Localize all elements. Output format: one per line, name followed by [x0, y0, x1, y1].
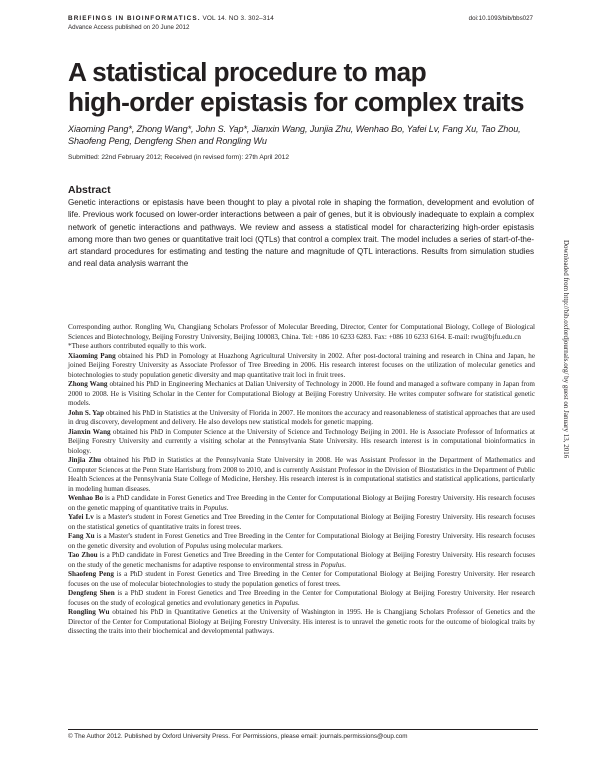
author-bio-tail: using molecular markers. — [210, 541, 283, 550]
author-bio — [68, 570, 535, 589]
author-bio-name: Wenhao Bo — [68, 494, 104, 502]
species-name: Populus — [185, 541, 209, 550]
journal-name: BRIEFINGS IN BIOINFORMATICS. — [68, 15, 201, 22]
author-bio-name: Zhong Wang — [68, 380, 108, 388]
author-bio-tail: . — [344, 560, 346, 569]
author-bio-text: obtained his PhD in Computer Science at the University of Science and Technology Beijing in 2001. He is Associate Professor of Informatics at Beijing Forestry University and currently a visiting scholar at the Pennsylvania State University. His research interest is in computational bioinformatics in biology. — [68, 427, 535, 455]
title-line-2: high-order epistasis for complex traits — [68, 86, 524, 117]
author-bio — [68, 589, 535, 608]
doi: doi:10.1093/bib/bbs027 — [468, 15, 533, 22]
abstract-text: Genetic interactions or epistasis have been thought to play a pivotal role in shaping the formation, development and evolution of life. Previous work focused on lower-order interactions between a pair of genes, but it is obviously inadequate to explain a complex network of genetic interactions and pathways. We review and assess a statistical model for characterizing high-order epistasis among more than two genes or quantitative trait loci (QTLs) that control a complex trait. The model includes a series of start-of-the-art standard procedures for estimating and testing the nature and magnitude of QTL interactions. Results from simulation studies and real data analysis warrant the — [68, 198, 534, 269]
copyright-footer: © The Author 2012. Published by Oxford University Press. For Permissions, please email: journals.permissions@oup.com — [68, 733, 408, 740]
author-bio-name: Xiaoming Pang — [68, 351, 116, 360]
author-bio — [68, 456, 535, 494]
author-bio-name: John S. Yap — [68, 408, 105, 417]
title-line-1: A statistical procedure to map — [68, 57, 427, 87]
volume-info: VOL 14. NO 3. 302–314 — [202, 15, 274, 22]
author-bio-name: Yafei Lv — [68, 513, 94, 521]
advance-access-note: Advance Access published on 20 June 2012 — [68, 24, 190, 31]
author-bio-tail: . — [297, 598, 300, 607]
author-bio — [68, 608, 535, 637]
author-notes — [68, 323, 535, 637]
author-bio-text: is a PhD candidate in Forest Genetics and Tree Breeding in the Center for Computational Biology at Beijing Forestry University. His research focuses on the study of the genetic mechanisms for adaptive response to environmental stress in — [68, 551, 535, 569]
author-bio-name: Tao Zhou — [68, 551, 98, 559]
author-bio — [68, 428, 535, 457]
author-bio-text: is a PhD candidate in Forest Genetics and Tree Breeding in the Center for Computational Biology at Beijing Forestry University. His research focuses on the genetic mapping of quantitative traits in — [68, 494, 535, 512]
corresponding-author-note: Corresponding author. Rongling Wu, Changjiang Scholars Professor of Molecular Breeding, Director, Center for Computational Biology, College of Biological Sciences and Biotechnology, Beijing Forestry University, Beijing 100083, China. Tel: +086 10 6233 6283. Fax: +086 10 6233 6164. E-mail: rwu@bjfu.edu.cn — [68, 323, 535, 341]
author-bio-text: is a PhD student in Forest Genetics and Tree Breeding in the Center for Computational Biology at Beijing Forestry University. Her research focuses on the study of ecological genetics and evolutionary genetics in — [68, 589, 535, 607]
author-bio — [68, 513, 535, 532]
paper-title — [68, 58, 538, 117]
author-bio — [68, 352, 535, 381]
author-bio-text: is a PhD student in Forest Genetics and Tree Breeding in the Center for Computational Biology at Beijing Forestry University. Her research focuses on the use of molecular biotechnologies to study the population genetics of forest trees. — [68, 570, 535, 588]
author-bio-text: obtained his PhD in Pomology at Huazhong Agricultural University in 2002. After post-doctoral training and research in China and Japan, he joined Beijing Forestry University as Associate Professor of Tree Breeding in 2006. His research interest focuses on the utilization of molecular genetics and biotechnologies to study population genetic diversity and map quantitative trait loci in fruit trees. — [68, 351, 535, 379]
footer-divider — [68, 729, 538, 730]
species-name: Populus — [274, 598, 298, 607]
download-watermark: Downloaded from http://bib.oxfordjournals.org/ by guest on January 13, 2016 — [562, 240, 570, 459]
author-bio — [68, 380, 535, 409]
author-bio-text: is a Master's student in Forest Genetics and Tree Breeding in the Center for Computational Biology at Beijing Forestry University. His research focuses on the genetic diversity and evolution of — [68, 532, 535, 550]
author-bio-name: Shaofeng Peng — [68, 570, 114, 578]
author-bio-name: Fang Xu — [68, 532, 95, 540]
author-bio-text: obtained his PhD in Quantitative Genetics at the University of Washington in 1995. He is Changjiang Scholars Professor of Genetics and the Director of the Center for Computational Biology at Beijing Forestry University. His interest is to unravel the genetic roots for the outcome of biological traits by dissecting the traits into their biochemical and developmental pathways. — [68, 608, 535, 635]
submission-dates: Submitted: 22nd February 2012; Received (in revised form): 27th April 2012 — [68, 154, 290, 161]
journal-header — [68, 15, 274, 22]
author-bio-text: is a Master's student in Forest Genetics and Tree Breeding in the Center for Computational Biology at Beijing Forestry University. His research focuses on the statistical genetics of quantitative traits in forest trees. — [68, 513, 535, 531]
equal-contribution-note: *These authors contributed equally to this work. — [68, 342, 207, 350]
author-bio-text: obtained his PhD in Statistics at the University of Florida in 2007. He monitors the accuracy and reasonableness of statistical approaches that are used in drug discovery, development and delivery. He also develops new statistical models for genetic mapping. — [68, 408, 535, 426]
species-name: Populus — [320, 560, 345, 569]
author-bio — [68, 494, 535, 513]
author-bio — [68, 532, 535, 551]
author-bio-text: obtained his PhD in Statistics at the Pennsylvania State University in 2008. He was Assistant Professor in the Department of Mathematics and Computer Sciences at the Penn State Harrisburg from 2008 to 2010, and is currently Assistant Professor in the Division of Biostatistics in the Department of Public Health Sciences at the Pennsylvania State College of Medicine, Hershey. His research interest is in computational statistics and statistical applications, particularly in modeling human diseases. — [68, 456, 535, 493]
species-name: Populus — [203, 503, 227, 512]
author-bios — [68, 352, 535, 637]
author-bio-name: Dengfeng Shen — [68, 589, 115, 597]
author-bio — [68, 409, 535, 428]
author-bio-text: obtained his PhD in Engineering Mechanics at Dalian University of Technology in 2000. He found and managed a software company in Japan from 2000 to 2008. He is Visiting Scholar in the Center for Computational Biology at Beijing Forestry University. He writes computer software for statistical genetic models. — [68, 380, 535, 407]
author-list: Xiaoming Pang*, Zhong Wang*, John S. Yap*, Jianxin Wang, Junjia Zhu, Wenhao Bo, Yafei Lv, Fang Xu, Tao Zhou, Shaofeng Peng, Dengfeng Shen and Rongling Wu — [68, 124, 521, 146]
author-bio-name: Rongling Wu — [68, 608, 110, 616]
author-bio-name: Jianxin Wang — [68, 427, 111, 436]
author-bio-name: Jinjia Zhu — [68, 456, 102, 464]
author-bio — [68, 551, 535, 570]
abstract-heading: Abstract — [68, 184, 111, 196]
author-bio-tail: . — [226, 503, 229, 512]
